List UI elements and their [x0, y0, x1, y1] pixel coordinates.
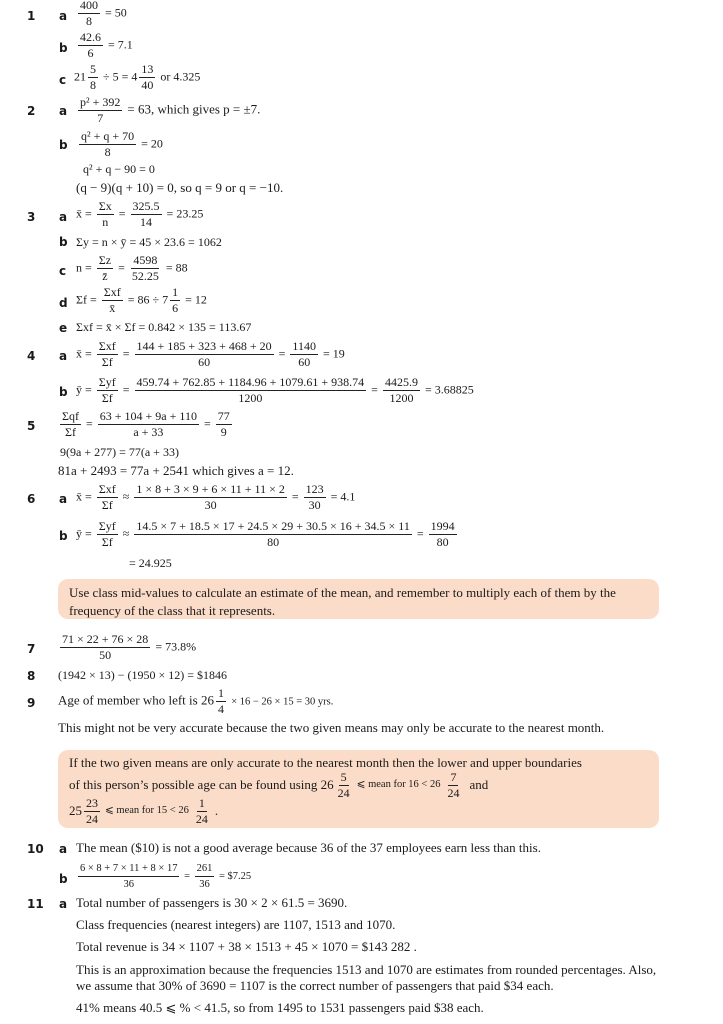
numerator: Σqf — [62, 409, 79, 423]
denominator: 8 — [86, 14, 92, 28]
numerator: 144 + 185 + 323 + 468 + 20 — [136, 339, 272, 353]
question-number: 2 — [27, 104, 36, 118]
text: × 16 − 26 × 15 = 30 yrs. — [231, 696, 334, 708]
part-label: c — [59, 73, 67, 87]
q4a-expression — [76, 340, 345, 369]
q8-expression: (1942 × 13) − (1950 × 12) = $1846 — [58, 668, 228, 682]
part-label: a — [59, 210, 68, 224]
q11a-line5: we assume that 30% of 3690 = 1107 is the correct number of passengers that paid $34 each. — [76, 978, 554, 993]
result: = 88 — [165, 260, 188, 275]
denominator: 30 — [308, 498, 321, 512]
q3d-expression — [76, 286, 207, 315]
hint-box — [58, 579, 659, 619]
numerator: 261 — [195, 862, 215, 877]
operator-text: ÷ 5 = 4 — [103, 69, 138, 84]
question-number: 7 — [27, 642, 36, 656]
denominator: 24 — [86, 811, 98, 826]
denominator: 40 — [141, 78, 154, 92]
numerator: Σxf — [98, 482, 116, 496]
lhs: n = — [76, 260, 92, 275]
q6a-expression — [76, 483, 355, 512]
question-number: 8 — [27, 669, 36, 683]
part-label: b — [59, 872, 68, 886]
numerator: 77 — [217, 409, 230, 423]
denominator: x̄ — [109, 301, 116, 315]
text: of this person’s possible age can be found using 26 — [69, 777, 334, 792]
numerator: 325.5 — [132, 199, 160, 213]
numerator: 1 × 8 + 3 × 9 + 6 × 11 + 11 × 2 — [136, 482, 285, 496]
denominator: 7 — [97, 111, 104, 125]
denominator: n — [102, 215, 109, 229]
approx: ≈ — [122, 526, 130, 541]
denominator: 36 — [199, 879, 210, 890]
q2b-line2: q² + q − 90 = 0 — [83, 162, 155, 176]
denominator: 8 — [90, 78, 96, 92]
q10b-expression — [76, 862, 251, 891]
result: = 12 — [185, 292, 207, 307]
denominator: 24 — [447, 785, 460, 800]
q4b-expression — [76, 376, 474, 405]
denominator: 6 — [87, 46, 94, 60]
result: = 50 — [105, 5, 127, 20]
denominator: 6 — [172, 301, 179, 315]
numerator: 4598 — [133, 253, 158, 267]
text: ⩽ mean for 15 < 26 — [105, 805, 189, 816]
part-label: b — [59, 529, 68, 543]
equals: = — [118, 260, 125, 275]
q9-line2: This might not be very accurate because the two given means may only be accurate to the nearest month. — [58, 720, 605, 735]
q6b-expression — [76, 520, 459, 549]
numerator: 42.6 — [80, 30, 101, 44]
q2b-line3: (q − 9)(q + 10) = 0, so q = 9 or q = −10. — [76, 180, 284, 195]
question-number: 6 — [27, 492, 36, 506]
part-label: a — [59, 9, 68, 23]
numerator: 23 — [86, 795, 98, 810]
denominator: 60 — [198, 355, 211, 369]
denominator: 52.25 — [131, 269, 159, 283]
q2b-expression — [77, 130, 163, 159]
equals: = — [416, 526, 424, 541]
hint-line — [69, 769, 649, 800]
whole: 21 — [74, 69, 86, 84]
q3c-expression — [76, 254, 188, 283]
q11a-line1: Total number of passengers is 30 × 2 × 61.5 = 3690. — [76, 895, 348, 910]
part-label: b — [59, 235, 68, 249]
q6b-line2: = 24.925 — [129, 556, 172, 570]
numerator: 1 — [172, 285, 179, 299]
denominator: 1200 — [389, 391, 414, 405]
lhs: ȳ = — [76, 526, 92, 541]
denominator: z̄ — [102, 269, 108, 283]
numerator: 71 × 22 + 76 × 28 — [62, 632, 149, 646]
denominator: 60 — [298, 355, 311, 369]
numerator: Σz — [98, 253, 112, 267]
denominator: 8 — [104, 145, 111, 159]
q5-line2: 9(9a + 277) = 77(a + 33) — [60, 445, 179, 459]
equals: = — [291, 489, 299, 504]
result: = 19 — [322, 346, 345, 361]
numerator: 400 — [80, 0, 98, 12]
part-label: d — [59, 296, 68, 310]
part-label: a — [59, 897, 68, 911]
q1b-expression — [76, 31, 133, 60]
question-number: 1 — [27, 9, 36, 23]
part-label: a — [59, 349, 68, 363]
q5-expression — [58, 410, 234, 439]
part-label: a — [59, 842, 68, 856]
denominator: 30 — [204, 498, 217, 512]
part-label: b — [59, 385, 68, 399]
equals: = — [203, 416, 211, 431]
result: or 4.325 — [160, 69, 201, 84]
q11a-line2: Class frequencies (nearest integers) are 1107, 1513 and 1070. — [76, 917, 396, 932]
q9-expression — [58, 687, 333, 716]
question-number: 3 — [27, 210, 36, 224]
equals: = — [122, 346, 130, 361]
equals: = — [85, 416, 93, 431]
denominator: Σf — [65, 425, 76, 439]
numerator: 1 — [198, 795, 205, 810]
numerator: 1994 — [430, 519, 455, 533]
numerator: 5 — [90, 62, 96, 76]
denominator: 9 — [220, 425, 227, 439]
question-number: 9 — [27, 696, 36, 710]
result: = 20 — [141, 136, 163, 151]
text: and — [469, 777, 489, 792]
hint-line — [69, 795, 649, 826]
denominator: 50 — [99, 648, 112, 662]
part-label: b — [59, 138, 68, 152]
equals: = — [371, 382, 378, 397]
text: 25 — [69, 803, 82, 818]
numerator: 459.74 + 762.85 + 1184.96 + 1079.61 + 938.74 — [136, 375, 365, 389]
q3a-expression — [76, 200, 203, 229]
numerator: Σyf — [98, 375, 116, 389]
numerator: 13 — [141, 62, 154, 76]
lhs: x̄ = — [76, 489, 92, 504]
denominator: 80 — [436, 535, 449, 549]
numerator: 1140 — [292, 339, 316, 353]
result: = 63, which gives p = ±7. — [127, 101, 261, 117]
denominator: Σf — [101, 535, 113, 549]
result: = 7.1 — [108, 37, 133, 52]
q3b-expression: Σy = n × ȳ = 45 × 23.6 = 1062 — [76, 235, 222, 249]
numerator: Σx — [98, 199, 112, 213]
numerator: Σxf — [98, 339, 116, 353]
text: ⩽ mean for 16 < 26 — [356, 779, 441, 790]
numerator: p² + 392 — [80, 95, 121, 109]
hint-box — [58, 750, 659, 828]
q2a-expression — [76, 96, 260, 125]
lhs: x̄ = — [76, 346, 92, 361]
numerator: 6 × 8 + 7 × 11 + 8 × 17 — [78, 862, 179, 877]
lhs: x̄ = — [76, 206, 92, 221]
numerator: 1 — [217, 686, 224, 700]
denominator: Σf — [101, 498, 113, 512]
denominator: 1200 — [238, 391, 263, 405]
denominator: Σf — [101, 355, 113, 369]
denominator: a + 33 — [133, 425, 164, 439]
result: = 23.25 — [166, 206, 204, 221]
hint-text: Use class mid-values to calculate an estimate of the mean, and remember to multiply each of them by the frequency of the class that it represents. — [69, 585, 616, 618]
denominator: 80 — [267, 535, 280, 549]
text: Age of member who left is 26 — [58, 692, 214, 708]
text: . — [214, 803, 219, 818]
q1a-expression — [76, 0, 127, 28]
part-label: a — [59, 104, 68, 118]
q3e-expression: Σxf = x̄ × Σf = 0.842 × 135 = 113.67 — [76, 320, 252, 334]
part-label: c — [59, 264, 67, 278]
denominator: 24 — [337, 785, 350, 800]
question-number: 11 — [27, 897, 44, 911]
result: = 4.1 — [330, 489, 356, 504]
numerator: Σyf — [98, 519, 116, 533]
numerator: q² + q + 70 — [81, 129, 135, 143]
operator-text: = 86 ÷ 7 — [127, 292, 169, 307]
denominator: 36 — [123, 879, 134, 890]
result: = $7.25 — [219, 870, 252, 882]
question-number: 4 — [27, 349, 36, 363]
numerator: 4425.9 — [384, 375, 418, 389]
equals: = — [122, 382, 130, 397]
numerator: 123 — [305, 482, 324, 496]
approx: ≈ — [122, 489, 130, 504]
equals: = — [278, 346, 286, 361]
numerator: 63 + 104 + 9a + 110 — [99, 409, 197, 423]
lhs: ȳ = — [76, 382, 92, 397]
q11a-line4: This is an approximation because the frequencies 1513 and 1070 are estimates from rounded percentages. Also, — [76, 962, 657, 977]
q5-line3: 81a + 2493 = 77a + 2541 which gives a = 12. — [58, 463, 294, 478]
numerator: Σxf — [103, 285, 121, 299]
denominator: 14 — [140, 215, 153, 229]
q10a-text: The mean ($10) is not a good average because 36 of the 37 employees earn less than this. — [76, 840, 541, 855]
q11a-line6: 41% means 40.5 ⩽ % < 41.5, so from 1495 to 1531 passengers paid $38 each. — [76, 1000, 484, 1015]
q7-expression — [58, 633, 196, 662]
part-label: e — [59, 321, 68, 335]
result: = 73.8% — [155, 639, 197, 654]
q1c-expression — [74, 63, 200, 92]
lhs: Σf = — [76, 292, 97, 307]
numerator: 5 — [340, 769, 347, 784]
question-number: 5 — [27, 419, 36, 433]
numerator: 14.5 × 7 + 18.5 × 17 + 24.5 × 29 + 30.5 × 16 + 34.5 × 11 — [136, 519, 410, 533]
result: = 3.68825 — [424, 382, 474, 397]
equals: = — [118, 206, 126, 221]
q11a-line3: Total revenue is 34 × 1107 + 38 × 1513 + 45 × 1070 = $143 282 . — [76, 939, 417, 954]
denominator: 4 — [217, 702, 224, 716]
part-label: a — [59, 492, 68, 506]
question-number: 10 — [27, 842, 44, 856]
hint-line: If the two given means are only accurate to the nearest month then the lower and upper boundaries — [69, 755, 582, 770]
denominator: 24 — [195, 811, 208, 826]
denominator: Σf — [101, 391, 113, 405]
numerator: 7 — [450, 769, 457, 784]
part-label: b — [59, 41, 68, 55]
equals: = — [184, 870, 191, 882]
